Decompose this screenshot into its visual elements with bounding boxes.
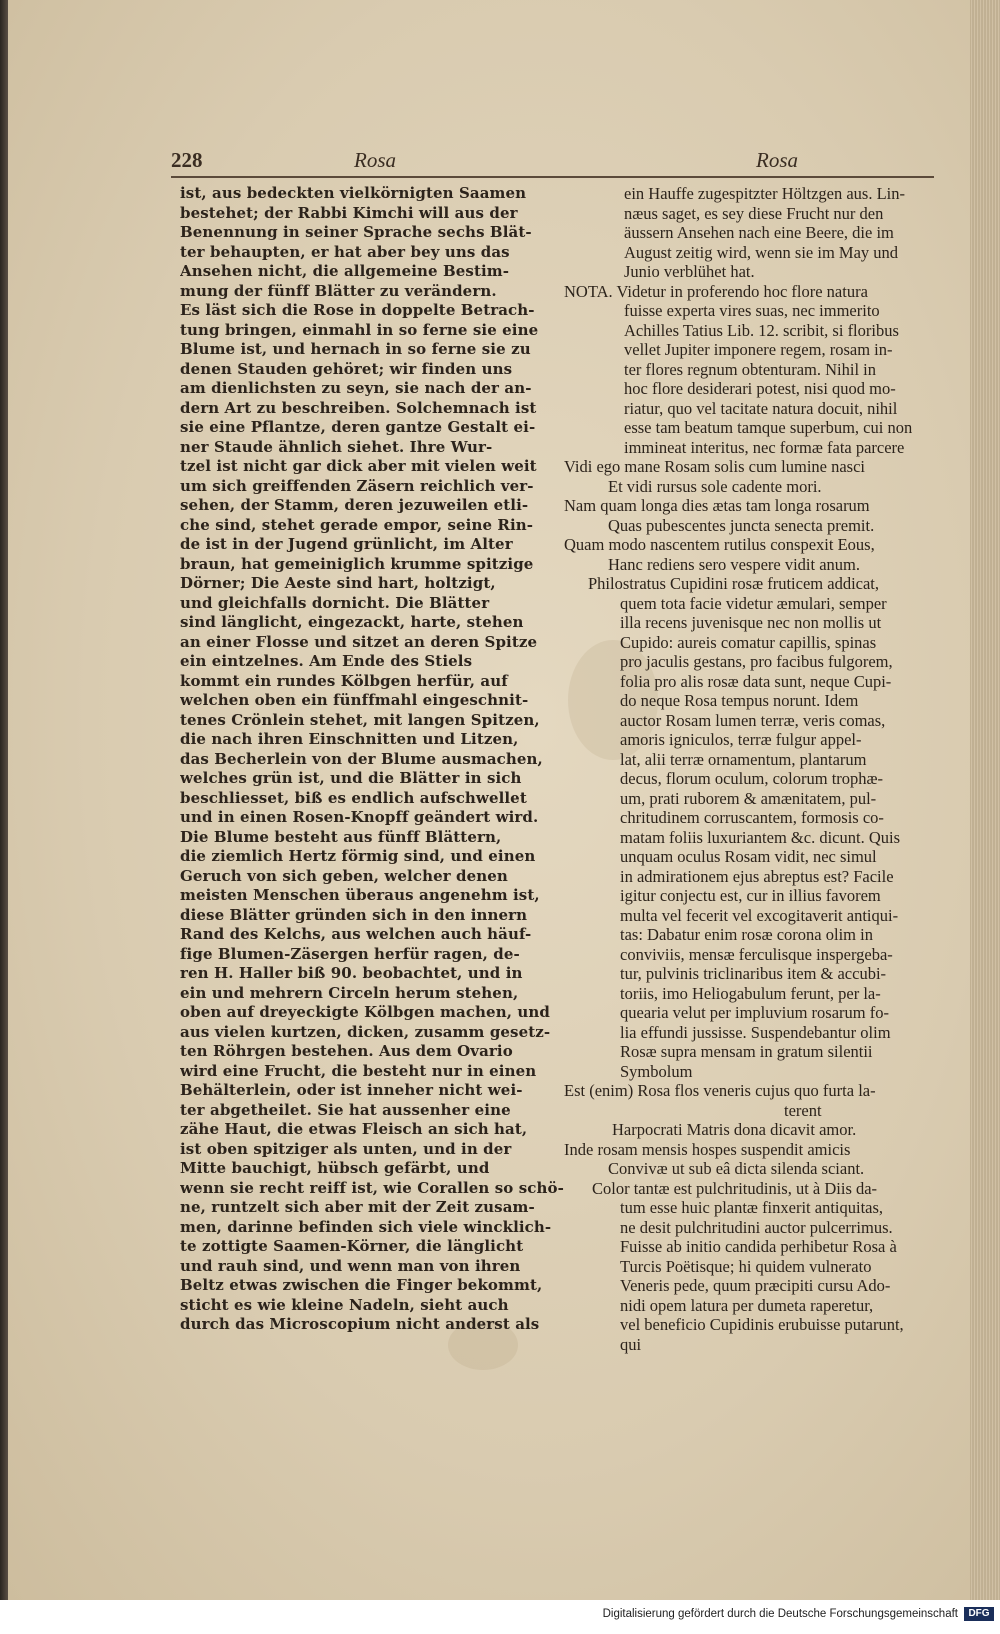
page-edges — [970, 0, 1000, 1600]
text-line: oben auf dreyeckigte Kölbgen machen, und — [180, 1003, 550, 1021]
text-line: tur, pulvinis triclinaribus item & accubi- — [620, 964, 887, 983]
text-line: folia pro alis rosæ data sunt, neque Cupi- — [620, 671, 892, 691]
text-line: Behälterlein, oder ist inneher nicht wei- — [180, 1081, 523, 1099]
header-rule — [171, 176, 934, 178]
text-line: ein Hauffe zugespitzter Höltzgen aus. Lin- — [624, 184, 906, 203]
text-line: tum esse huic plantæ finxerit antiquitas, — [620, 1198, 884, 1217]
text-line: aus vielen kurtzen, dicken, zusamm gesetz- — [180, 1022, 551, 1041]
text-line: Veneris pede, quum præcipiti cursu Ado- — [620, 1276, 891, 1295]
footer-bar — [0, 1600, 1000, 1634]
dfg-logo: DFG — [964, 1607, 994, 1621]
text-line: am dienlichsten zu seyn, sie nach der an- — [180, 379, 532, 397]
text-line: Et vidi rursus sole cadente mori. — [608, 476, 822, 496]
text-line: ren H. Haller biß 90. beobachtet, und in — [180, 964, 523, 982]
text-line: te zottigte Saamen-Körner, die länglicht — [180, 1237, 524, 1255]
page-number: 228 — [171, 148, 203, 172]
text-line: de ist in der Jugend grünlicht, im Alter — [180, 535, 513, 553]
text-line: immineat interitus, nec formæ fata parcere — [624, 437, 905, 457]
text-line: vellet Jupiter imponere regem, rosam in- — [624, 340, 893, 359]
text-line: Est (enim) Rosa flos veneris cujus quo furta la- — [564, 1081, 876, 1100]
text-line: Philostratus Cupidini rosæ fruticem addicat, — [588, 574, 880, 593]
text-line: tzel ist nicht gar dick aber mit vielen weit — [180, 457, 537, 475]
text-line: fige Blumen-Zäsergen herfür ragen, de- — [180, 944, 520, 963]
text-line: wird eine Frucht, die besteht nur in einen — [180, 1061, 537, 1080]
book-gutter — [0, 0, 8, 1600]
text-line: næus saget, es sey diese Frucht nur den — [624, 203, 884, 223]
text-line: Vidi ego mane Rosam solis cum lumine nasci — [564, 457, 866, 476]
text-line: meisten Menschen überaus angenehm ist, — [180, 886, 540, 904]
text-line: tas: Dabatur enim rosæ corona olim in — [620, 925, 873, 944]
text-line: tenes Crönlein stehet, mit langen Spitzen, — [180, 710, 540, 729]
text-line: die nach ihren Einschnitten und Litzen, — [180, 730, 519, 748]
text-line: ner Staude ähnlich siehet. Ihre Wur- — [180, 437, 493, 456]
text-line: decus, florum oculum, colorum trophæ- — [620, 769, 884, 788]
text-line: Color tantæ est pulchritudinis, ut à Diis da- — [592, 1178, 878, 1198]
text-line: quem tota facie videtur æmulari, semper — [620, 593, 887, 613]
text-line: beschliesset, biß es endlich aufschwellet — [180, 788, 527, 807]
text-line: hoc flore desiderari potest, nisi quod mo- — [624, 379, 896, 398]
text-line: conviviis, mensæ ferculisque inspergeba- — [620, 944, 893, 964]
text-line: und gleichfalls dornicht. Die Blätter — [180, 593, 490, 612]
paper-sheet — [8, 0, 970, 1600]
text-line: pro jaculis gestans, pro facibus fulgorem, — [620, 652, 893, 671]
text-line: durch das Microscopium nicht anderst als — [180, 1315, 540, 1333]
text-line: diese Blätter gründen sich in den innern — [180, 905, 528, 924]
text-line: Es läst sich die Rose in doppelte Betrach- — [180, 301, 535, 319]
text-line: ter flores regnum obtenturam. Nihil in — [624, 359, 877, 379]
text-line: welchen oben ein fünffmahl eingeschnit- — [180, 691, 529, 709]
text-line: men, darinne befinden sich viele wincklich- — [180, 1217, 552, 1236]
text-line: ne, runtzelt sich aber mit der Zeit zusam- — [180, 1198, 535, 1216]
text-line: lia effundi jussisse. Suspendebantur olim — [620, 1022, 891, 1042]
text-line: quearia velut per impluvium rosarum fo- — [620, 1003, 889, 1022]
text-line: ter behaupten, er hat aber bey uns das — [180, 242, 510, 261]
text-line: Convivæ ut sub eâ dicta silenda sciant. — [608, 1159, 865, 1178]
latin-text-column — [564, 184, 974, 1354]
text-line: do neque Rosa tempus norunt. Idem — [620, 691, 859, 710]
text-line: riatur, quo vel tacitate natura docuit, nihil — [624, 398, 898, 418]
text-line: tung bringen, einmahl in so ferne sie eine — [180, 320, 539, 339]
text-line: amoris igniculos, terræ fulgur appel- — [620, 730, 862, 749]
text-line: Turcis Poëtisque; hi quidem vulnerato — [620, 1256, 872, 1276]
text-line: bestehet; der Rabbi Kimchi will aus der — [180, 203, 518, 222]
running-head-right: Rosa — [756, 148, 798, 172]
text-line: denen Stauden gehöret; wir finden uns — [180, 359, 513, 378]
text-line: lat, alii terræ ornamentum, plantarum — [620, 749, 867, 769]
text-line: unquam oculus Rosam vidit, nec simul — [620, 847, 877, 866]
text-line: ist, aus bedeckten vielkörnigten Saamen — [180, 184, 527, 202]
text-line: nidi opem latura per dumeta raperetur, — [620, 1295, 874, 1315]
text-line: esse tam beatum tamque superbum, cui non — [624, 418, 913, 437]
text-line: Harpocrati Matris dona dicavit amor. — [612, 1120, 857, 1139]
text-line: Inde rosam mensis hospes suspendit amicis — [564, 1139, 851, 1159]
text-line: Ansehen nicht, die allgemeine Bestim- — [180, 262, 510, 280]
text-line: Rosæ supra mensam in gratum silentii — [620, 1042, 873, 1061]
text-line: Rand des Kelchs, aus welchen auch häuf- — [180, 925, 532, 943]
text-line: Mitte bauchigt, hübsch gefärbt, und — [180, 1159, 490, 1177]
text-line: die ziemlich Hertz förmig sind, und einen — [180, 847, 536, 865]
text-line: braun, hat gemeiniglich krumme spitzige — [180, 554, 534, 573]
text-line: Symbolum — [620, 1061, 693, 1081]
german-text-column — [180, 184, 568, 1335]
text-line: auctor Rosam lumen terræ, veris comas, — [620, 710, 886, 730]
text-line: in admirationem ejus abreptus est? Facile — [620, 866, 894, 886]
text-line: sehen, der Stamm, deren jezuweilen etli- — [180, 496, 529, 514]
text-line: Hanc rediens sero vespere vidit anum. — [608, 554, 860, 574]
text-line: wenn sie recht reiff ist, wie Corallen so schö- — [180, 1178, 564, 1197]
text-line: Blume ist, und hernach in so ferne sie zu — [180, 340, 531, 358]
text-line: Cupido: aureis comatur capillis, spinas — [620, 632, 877, 652]
text-line: ein eintzelnes. Am Ende des Stiels — [180, 652, 473, 670]
text-line: Quam modo nascentem rutilus conspexit Eous, — [564, 535, 875, 554]
running-header — [8, 140, 970, 174]
text-line: che sind, stehet gerade empor, seine Rin- — [180, 515, 534, 534]
text-line: ne desit pulchritudini auctor pulcerrimus. — [620, 1217, 893, 1237]
text-line: um, prati ruborem & amænitatem, pul- — [620, 788, 877, 808]
text-line: Benennung in seiner Sprache sechs Blät- — [180, 223, 532, 241]
text-line: August zeitig wird, wenn sie im May und — [624, 242, 899, 262]
text-line: vel beneficio Cupidinis erubuisse putarunt, — [620, 1315, 904, 1334]
text-line: Fuisse ab initio candida perhibetur Rosa à — [620, 1237, 897, 1256]
text-line: zähe Haut, die etwas Fleisch an sich hat, — [180, 1120, 528, 1138]
text-line: und in einen Rosen-Knopff geändert wird. — [180, 808, 539, 826]
text-line: sie eine Pflantze, deren gantze Gestalt ei- — [180, 418, 536, 436]
text-line: ter abgetheilet. Sie hat aussenher eine — [180, 1100, 511, 1119]
text-line: mung der fünff Blätter zu verändern. — [180, 281, 497, 300]
funding-credit: Digitalisierung gefördert durch die Deutsche Forschungsgemeinschaft — [602, 1608, 958, 1620]
text-line: fuisse experta vires suas, nec immerito — [624, 301, 880, 320]
text-line: welches grün ist, und die Blätter in sich — [180, 769, 522, 787]
text-line: illa recens juvenisque nec non mollis ut — [620, 613, 882, 632]
text-line: das Becherlein von der Blume ausmachen, — [180, 749, 543, 768]
text-line: sind länglicht, eingezackt, harte, stehen — [180, 613, 524, 631]
text-line: multa vel fecerit vel excogitaverit antiqui- — [620, 905, 899, 925]
text-line: Achilles Tatius Lib. 12. scribit, si floribus — [624, 320, 899, 340]
text-line: dern Art zu beschreiben. Solchemnach ist — [180, 398, 537, 417]
text-line: an einer Flosse und sitzet an deren Spitze — [180, 632, 538, 651]
text-line: Junio verblühet hat. — [624, 262, 755, 281]
text-line: um sich greiffenden Zäsern reichlich ver- — [180, 476, 534, 495]
text-line: sticht es wie kleine Nadeln, sieht auch — [180, 1295, 509, 1314]
text-line: NOTA. Videtur in proferendo hoc flore natura — [564, 281, 868, 301]
text-line: qui — [620, 1334, 642, 1354]
text-line: ist oben spitziger als unten, und in der — [180, 1139, 512, 1158]
text-line: matam foliis luxuriantem &c. dicunt. Quis — [620, 827, 900, 847]
text-line: Quas pubescentes juncta senecta premit. — [608, 515, 875, 535]
text-line: und rauh sind, und wenn man von ihren — [180, 1256, 521, 1275]
text-line: ein und mehrern Circeln herum stehen, — [180, 983, 519, 1002]
text-line: toriis, imo Heliogabulum ferunt, per la- — [620, 983, 881, 1003]
text-line: chritudinem corruscantem, formosis co- — [620, 808, 884, 827]
text-line: terent — [784, 1100, 822, 1120]
text-line: Geruch von sich geben, welcher denen — [180, 866, 508, 885]
text-line: ten Röhrgen bestehen. Aus dem Ovario — [180, 1042, 513, 1060]
text-line: Die Blume besteht aus fünff Blättern, — [180, 827, 502, 846]
text-line: igitur conjectu est, cur in illius favorem — [620, 886, 881, 905]
text-line: Nam quam longa dies ætas tam longa rosarum — [564, 496, 870, 515]
text-line: Dörner; Die Aeste sind hart, holtzigt, — [180, 574, 496, 592]
text-line: kommt ein rundes Kölbgen herfür, auf — [180, 671, 508, 690]
text-line: äussern Ansehen nach eine Beere, die im — [624, 223, 894, 242]
text-line: Beltz etwas zwischen die Finger bekommt, — [180, 1276, 543, 1294]
running-head-left: Rosa — [354, 148, 396, 172]
